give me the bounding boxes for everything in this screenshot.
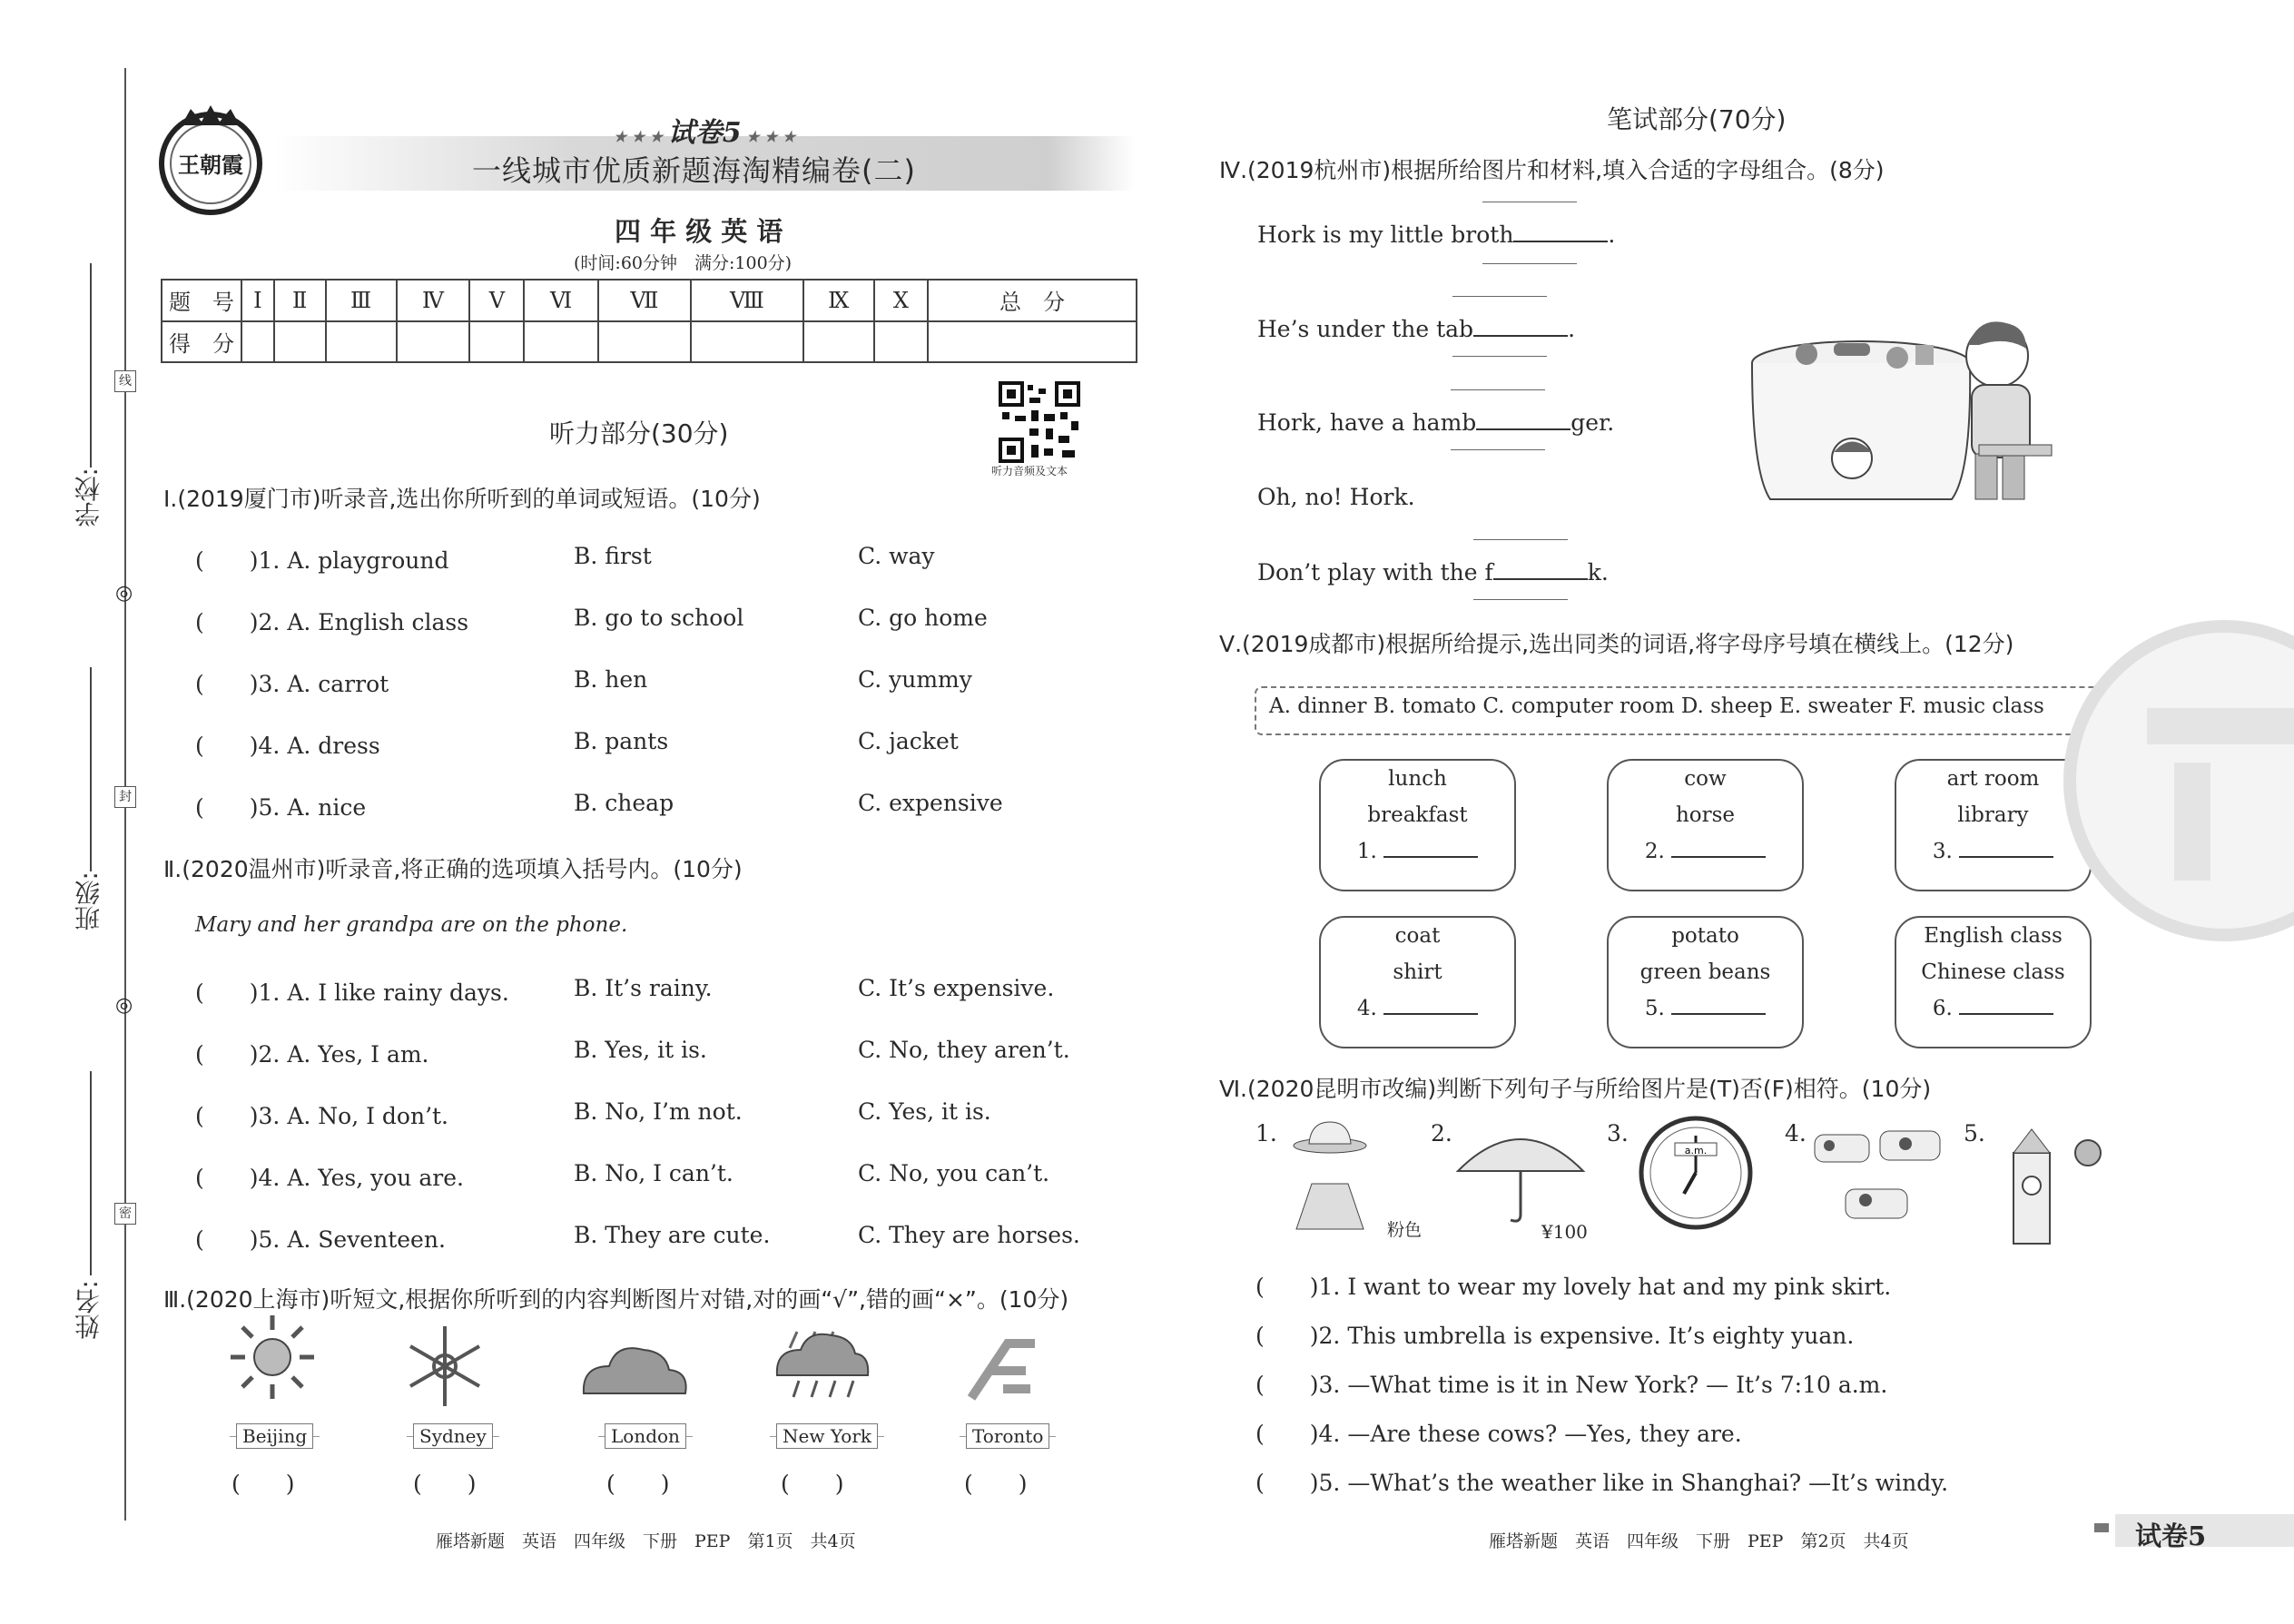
question-1-5[interactable]: ( )5. A. nice: [195, 794, 367, 821]
tower-sun-icon: [2006, 1126, 2115, 1248]
option-c: C. go home: [858, 605, 988, 631]
question-1-1[interactable]: ( )1. A. playground: [195, 547, 449, 574]
fill-line-3[interactable]: Hork, have a hamb ger.: [1257, 409, 1615, 436]
question-2-5[interactable]: ( )5. A. Seventeen.: [195, 1226, 446, 1253]
score-cell[interactable]: [803, 321, 874, 363]
exam-title: 一线城市优质新题海淘精编卷(二): [472, 153, 916, 188]
name-label: 姓名:: [74, 1280, 103, 1340]
guide-line: [1451, 389, 1545, 390]
option-c: C. No, they aren’t.: [858, 1037, 1070, 1063]
question-2-1[interactable]: ( )1. A. I like rainy days.: [195, 979, 509, 1006]
line-4-text: Oh, no! Hork.: [1257, 484, 1415, 510]
score-cell[interactable]: [241, 321, 274, 363]
word: shirt: [1393, 960, 1442, 984]
cows-icon: [1811, 1118, 1956, 1236]
class-field[interactable]: [90, 667, 92, 871]
answer-paren[interactable]: ( ): [964, 1471, 1028, 1497]
pink-label: 粉色: [1387, 1220, 1423, 1240]
footer-left: 雁塔新题 英语 四年级 下册 PEP 第1页 共4页: [436, 1531, 856, 1551]
writing-title: 笔试部分(70分): [1607, 104, 1787, 134]
word-group-4: [1319, 916, 1516, 1048]
fill-line-5[interactable]: Don’t play with the f k.: [1257, 559, 1609, 586]
guide-line: [1473, 599, 1568, 600]
score-col-9: Ⅸ: [803, 280, 874, 321]
word: horse: [1675, 803, 1736, 827]
score-table-score-row: [162, 321, 1137, 363]
option-b: B. pants: [574, 728, 669, 754]
option-c: C. way: [858, 543, 935, 569]
score-cell[interactable]: [524, 321, 597, 363]
qr-caption: 听力音频及文本: [991, 465, 1068, 477]
question-2-3[interactable]: ( )3. A. No, I don’t.: [195, 1103, 449, 1129]
question-1-2[interactable]: ( )2. A. English class: [195, 609, 469, 635]
word: cow: [1684, 767, 1727, 791]
footer-right: 雁塔新题 英语 四年级 下册 PEP 第2页 共4页: [1489, 1531, 1909, 1551]
score-col-7: Ⅶ: [598, 280, 691, 321]
option-b: B. go to school: [574, 605, 744, 631]
option-c: C. expensive: [858, 790, 1003, 816]
city-label-beijing: Beijing: [236, 1423, 313, 1449]
question-1-4[interactable]: ( )4. A. dress: [195, 733, 380, 759]
subject-title: 四 年 级 英 语: [615, 216, 783, 247]
fill-line-1[interactable]: Hork is my little broth .: [1257, 221, 1616, 248]
umbrella-icon: [1452, 1126, 1589, 1225]
cloud-icon: [576, 1330, 694, 1403]
answer-line[interactable]: 3.: [1896, 833, 2090, 870]
answer-paren[interactable]: ( ): [413, 1471, 477, 1497]
score-col-total: 总 分: [928, 280, 1137, 321]
hat-skirt-icon: [1289, 1118, 1371, 1236]
score-table-header-row: [162, 280, 1137, 321]
boy-under-table-illustration: [1734, 290, 2061, 513]
option-b: B. first: [574, 543, 652, 569]
section-1-heading: Ⅰ.(2019厦门市)听录音,选出你所听到的单词或短语。(10分): [163, 486, 761, 512]
option-b: B. No, I can’t.: [574, 1160, 733, 1186]
option-b: B. hen: [574, 666, 648, 693]
word-group-5: [1607, 916, 1804, 1048]
binding-mark-secret: 密: [114, 1203, 136, 1225]
city-label-sydney: Sydney: [413, 1423, 493, 1449]
question-6-1[interactable]: ( )1. I want to wear my lovely hat and my pink skirt.: [1255, 1274, 1892, 1300]
word-group-2: [1607, 759, 1804, 891]
picture-number: 3.: [1607, 1120, 1629, 1147]
answer-paren[interactable]: ( ): [606, 1471, 670, 1497]
section-2-heading: Ⅱ.(2020温州市)听录音,将正确的选项填入括号内。(10分): [163, 856, 743, 882]
option-b: B. It’s rainy.: [574, 975, 713, 1001]
guide-line: [1452, 356, 1547, 357]
score-table: [161, 279, 1137, 363]
score-col-5: Ⅴ: [469, 280, 524, 321]
name-field[interactable]: [90, 1071, 92, 1275]
footer-deco: [2094, 1523, 2109, 1532]
option-list: A. dinner B. tomato C. computer room D. sheep E. sweater F. music class: [1269, 694, 2044, 718]
snowflake-icon: [399, 1321, 490, 1412]
qr-code[interactable]: [999, 381, 1080, 463]
option-c: C. Yes, it is.: [858, 1098, 991, 1125]
word-group-1: [1319, 759, 1516, 891]
city-label-toronto: Toronto: [966, 1423, 1049, 1449]
guide-line: [1473, 539, 1568, 540]
clock-icon: [1637, 1114, 1755, 1232]
price-label: ¥100: [1541, 1221, 1588, 1243]
svg-text:a.m.: a.m.: [1684, 1145, 1708, 1156]
fill-line-2[interactable]: He’s under the tab .: [1257, 316, 1576, 342]
option-c: C. yummy: [858, 666, 972, 693]
word: potato: [1671, 924, 1739, 948]
secret-watermark-icon: [2020, 599, 2294, 962]
wind-icon: [962, 1325, 1044, 1407]
score-cell[interactable]: [274, 321, 326, 363]
score-table-row-label: 题 号: [162, 280, 241, 321]
star-icons: ★ ★ ★: [614, 128, 668, 145]
option-b: B. Yes, it is.: [574, 1037, 707, 1063]
score-cell[interactable]: [691, 321, 803, 363]
score-col-8: Ⅷ: [691, 280, 803, 321]
score-col-10: Ⅹ: [874, 280, 928, 321]
option-b: B. They are cute.: [574, 1222, 771, 1248]
section-3-heading: Ⅲ.(2020上海市)听短文,根据你所听到的内容判断图片对错,对的画“√”,错的画“×”。(10分): [163, 1286, 1069, 1313]
picture-number: 5.: [1964, 1120, 1985, 1147]
question-6-3[interactable]: ( )3. —What time is it in New York? — It’s 7:10 a.m.: [1255, 1372, 1888, 1398]
rain-icon: [772, 1321, 871, 1403]
answer-line[interactable]: 4.: [1321, 990, 1514, 1027]
question-6-4[interactable]: ( )4. —Are these cows? —Yes, they are.: [1255, 1421, 1742, 1447]
option-b: B. No, I’m not.: [574, 1098, 743, 1125]
guide-line: [1482, 263, 1577, 264]
series-label: ★ ★ ★ 试卷5 ★ ★ ★: [614, 117, 796, 149]
binding-circle-icon: ◎: [115, 582, 133, 605]
option-c: C. jacket: [858, 728, 959, 754]
svg-text:王朝霞: 王朝霞: [178, 152, 243, 178]
city-label-london: London: [605, 1423, 686, 1449]
question-2-4[interactable]: ( )4. A. Yes, you are.: [195, 1165, 464, 1191]
answer-line[interactable]: 5.: [1609, 990, 1802, 1027]
footer-tag: 试卷5: [2135, 1521, 2207, 1551]
word: Chinese class: [1921, 960, 2065, 984]
answer-line[interactable]: 1.: [1321, 833, 1514, 870]
word: English class: [1924, 924, 2063, 948]
option-c: C. It’s expensive.: [858, 975, 1055, 1001]
answer-paren[interactable]: ( ): [231, 1471, 295, 1497]
score-col-4: Ⅳ: [397, 280, 470, 321]
word: coat: [1394, 924, 1441, 948]
star-icons: ★ ★ ★: [741, 128, 796, 145]
section-4-heading: Ⅳ.(2019杭州市)根据所给图片和材料,填入合适的字母组合。(8分): [1219, 157, 1885, 183]
question-6-2[interactable]: ( )2. This umbrella is expensive. It’s eighty yuan.: [1255, 1323, 1855, 1349]
binding-circle-icon: ◎: [115, 994, 133, 1017]
score-cell[interactable]: [598, 321, 691, 363]
picture-number: 4.: [1785, 1120, 1807, 1147]
option-c: C. They are horses.: [858, 1222, 1080, 1248]
guide-line: [1452, 296, 1547, 297]
listening-title: 听力部分(30分): [549, 418, 729, 448]
score-col-1: Ⅰ: [241, 280, 274, 321]
answer-line[interactable]: 2.: [1609, 833, 1802, 870]
word: lunch: [1388, 767, 1447, 791]
picture-number: 1.: [1255, 1120, 1277, 1147]
answer-line[interactable]: 6.: [1896, 990, 2090, 1027]
word: library: [1957, 803, 2029, 827]
score-cell[interactable]: [397, 321, 470, 363]
score-col-3: Ⅲ: [326, 280, 397, 321]
picture-number: 2.: [1431, 1120, 1452, 1147]
answer-paren[interactable]: ( ): [781, 1471, 844, 1497]
school-field[interactable]: [90, 263, 92, 468]
word: green beans: [1639, 960, 1771, 984]
question-2-2[interactable]: ( )2. A. Yes, I am.: [195, 1041, 429, 1068]
section-5-heading: Ⅴ.(2019成都市)根据所给提示,选出同类的词语,将字母序号填在横线上。(12分): [1219, 631, 2014, 657]
option-c: C. No, you can’t.: [858, 1160, 1050, 1186]
logo-badge: [154, 98, 272, 225]
score-cell[interactable]: [469, 321, 524, 363]
school-label: 学校:: [74, 468, 103, 527]
question-6-5[interactable]: ( )5. —What’s the weather like in Shanghai? —It’s windy.: [1255, 1470, 1949, 1496]
city-label-new-york: New York: [776, 1423, 878, 1449]
word: breakfast: [1367, 803, 1468, 827]
time-info: (时间:60分钟 满分:100分): [574, 253, 793, 273]
score-table-row-label: 得 分: [162, 321, 241, 363]
binding-mark-seal: 封: [114, 786, 136, 808]
question-1-3[interactable]: ( )3. A. carrot: [195, 671, 389, 697]
score-col-2: Ⅱ: [274, 280, 326, 321]
score-cell[interactable]: [928, 321, 1137, 363]
score-cell[interactable]: [874, 321, 928, 363]
score-cell[interactable]: [326, 321, 397, 363]
section-6-heading: Ⅵ.(2020昆明市改编)判断下列句子与所给图片是(T)否(F)相符。(10分): [1219, 1076, 1932, 1102]
class-label: 班级:: [74, 871, 103, 931]
binding-mark-line: 线: [114, 370, 136, 392]
section-2-intro: Mary and her grandpa are on the phone.: [195, 913, 628, 937]
score-col-6: Ⅵ: [524, 280, 597, 321]
sun-icon: [227, 1312, 318, 1403]
word: art room: [1946, 767, 2040, 791]
guide-line: [1451, 449, 1545, 450]
option-b: B. cheap: [574, 790, 674, 816]
